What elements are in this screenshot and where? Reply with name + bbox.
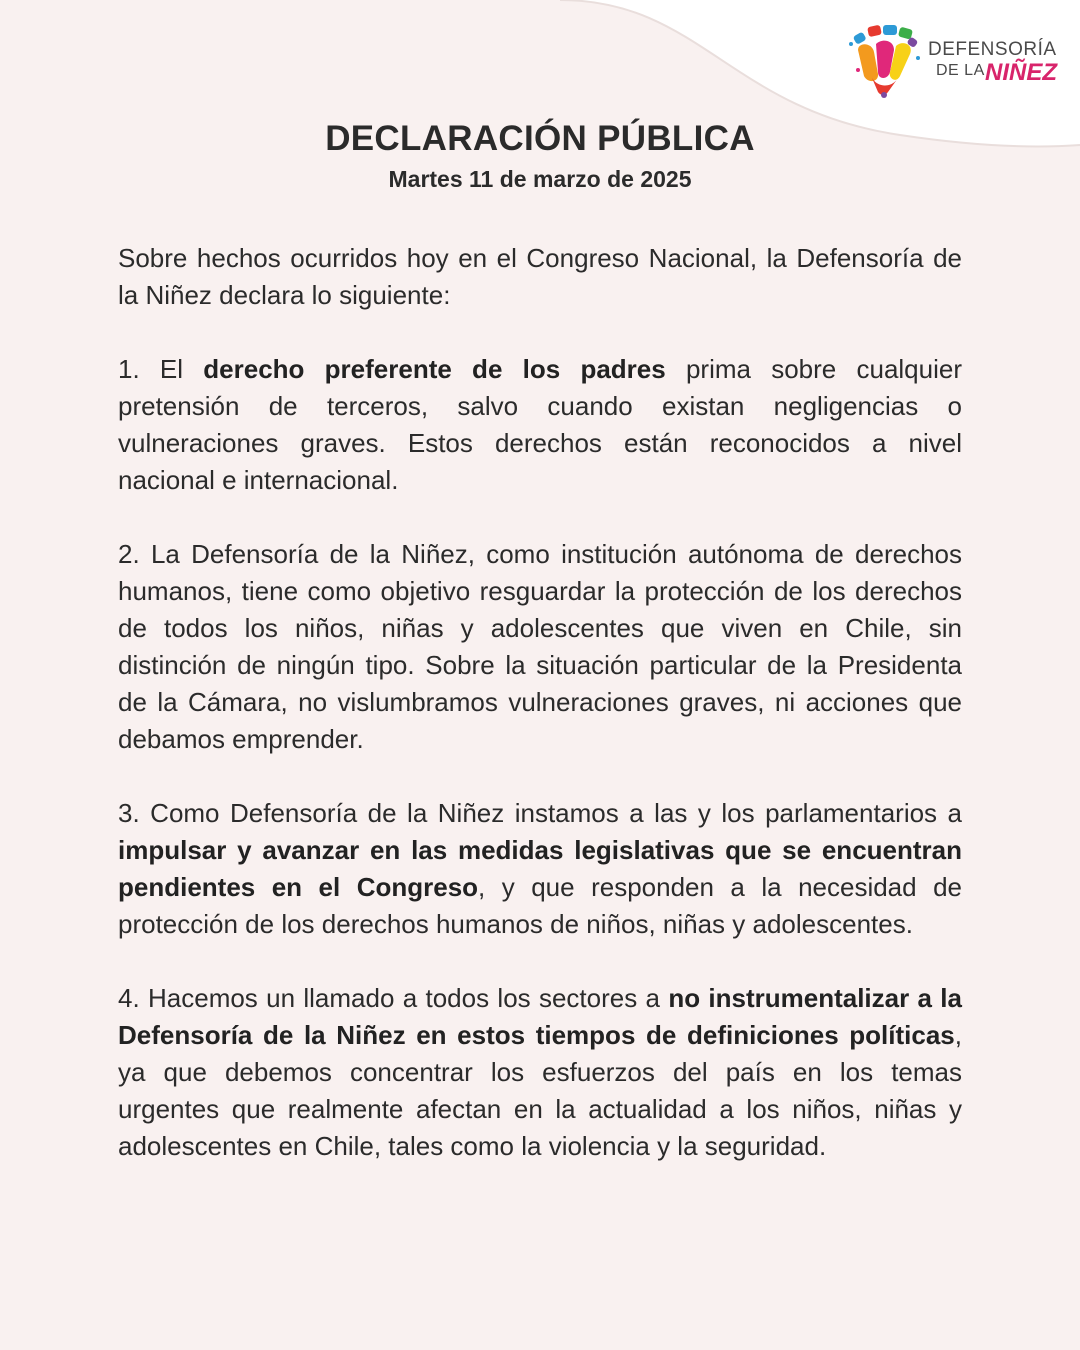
point-4-text-end: , ya que debemos concentrar los esfuerzos del país en los temas urgentes que realmente afectan en la actualidad a los niños, niñas y adolescentes en Chile, tales como la violencia y la seguridad. bbox=[118, 1020, 962, 1161]
point-1-text-start: 1. El bbox=[118, 354, 204, 384]
point-3-text-end: , y que responden a la necesidad de protección de los derechos humanos de niños, niñas y adolescentes. bbox=[118, 872, 962, 939]
page-title: DECLARACIÓN PÚBLICA bbox=[325, 119, 755, 158]
logo-text-de-la: DE LA bbox=[936, 62, 985, 79]
intro-paragraph: Sobre hechos ocurridos hoy en el Congreso Nacional, la Defensoría de la Niñez declara lo siguiente: bbox=[118, 243, 962, 310]
statement-body bbox=[118, 240, 962, 1165]
logo-text-ninez: NIÑEZ bbox=[985, 59, 1057, 86]
point-4-text-start: 4. Hacemos un llamado a todos los sectores a bbox=[118, 983, 669, 1013]
point-2-paragraph: 2. La Defensoría de la Niñez, como institución autónoma de derechos humanos, tiene como objetivo resguardar la protección de los derechos de todos los niños, niñas y adolescentes que viven en Chile, sin distinción de ningún tipo. Sobre la situación particular de la Presidenta de la Cámara, no vislumbramos vulneraciones graves, ni acciones que debamos emprender. bbox=[118, 539, 962, 754]
defensoria-logo-mark-icon bbox=[848, 22, 922, 100]
statement-date: Martes 11 de marzo de 2025 bbox=[388, 166, 692, 192]
point-1-paragraph bbox=[118, 351, 962, 499]
point-3-emphasis: impulsar y avanzar en las medidas legislativas que se encuentran pendientes en el Congreso bbox=[118, 835, 962, 902]
defensoria-logo bbox=[848, 22, 1063, 102]
point-3-paragraph bbox=[118, 795, 962, 943]
logo-text-defensoria: DEFENSORÍA bbox=[928, 39, 1057, 60]
statement-header bbox=[0, 118, 1080, 194]
point-3-text-start: 3. Como Defensoría de la Niñez instamos a las y los parlamentarios a bbox=[118, 798, 962, 828]
point-1-text-end: prima sobre cualquier pretensión de terceros, salvo cuando existan negligencias o vulneraciones graves. Estos derechos están reconocidos a nivel nacional e internacional. bbox=[118, 354, 962, 495]
point-1-emphasis: derecho preferente de los padres bbox=[203, 354, 666, 384]
point-4-paragraph bbox=[118, 980, 962, 1165]
point-4-emphasis: no instrumentalizar a la Defensoría de la Niñez en estos tiempos de definiciones políticas bbox=[118, 983, 962, 1050]
